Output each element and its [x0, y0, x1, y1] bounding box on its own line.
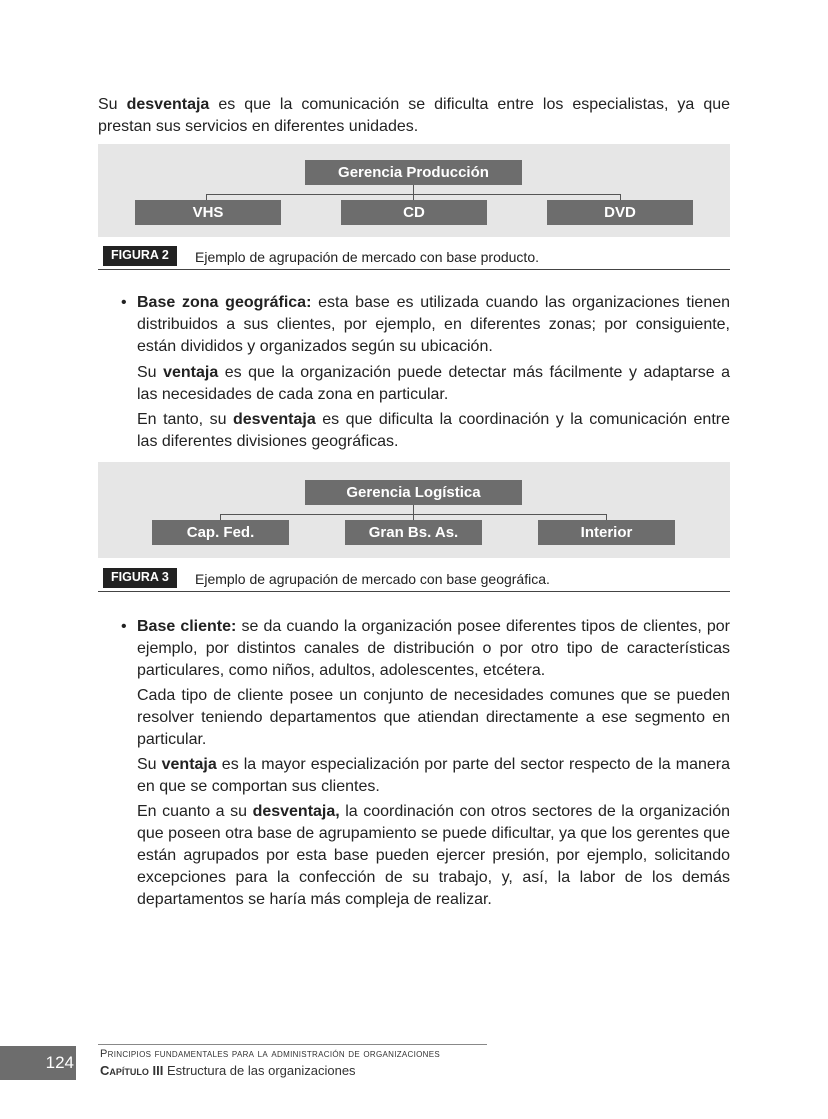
org-box-child: Interior: [538, 520, 675, 545]
figure-3-diagram: [98, 462, 730, 558]
bullet: •: [121, 618, 127, 635]
intro-paragraph: Su desventaja es que la comunicación se dificulta entre los especialistas, ya que prestan sus servicios en diferentes unidades.: [98, 96, 731, 135]
caption-text: Ejemplo de agrupación de mercado con base geográfica.: [195, 571, 550, 587]
client-paragraph-3: Su ventaja es la mayor especialización por parte del sector respecto de la manera en que se comportan sus clientes.: [137, 756, 731, 795]
client-paragraph-4: En cuanto a su desventaja, la coordinación con otros sectores de la organización que poseen otra base de agrupamiento se puede dificultar, ya que los gerentes que están agrupados por esta base pueden ejercer presión, por ejemplo, solicitando excepciones para la confección de su trabajo, y, así, la labor de los demás departamentos se haría más compleja de realizar.: [137, 803, 731, 908]
figure-2-diagram: [98, 144, 730, 237]
book-title: Principios fundamentales para la administración de organizaciones: [100, 1048, 441, 1060]
geo-paragraph-2: Su ventaja es que la organización puede detectar más fácilmente y adaptarse a las necesidades de cada zona en particular.: [137, 364, 731, 403]
org-box-child: Cap. Fed.: [152, 520, 289, 545]
org-box-child: CD: [341, 200, 487, 225]
org-box-top: Gerencia Logística: [305, 480, 522, 505]
geo-paragraph-1: Base zona geográfica: esta base es utilizada cuando las organizaciones tienen distribuidos a sus clientes, por ejemplo, en diferentes zonas; por consiguiente, están divididos y organizados según su ubicación.: [137, 294, 731, 355]
geo-paragraph-3: En tanto, su desventaja es que dificulta la coordinación y la comunicación entre las diferentes divisiones geográficas.: [137, 411, 730, 450]
figure-label: FIGURA 3: [103, 568, 177, 588]
client-paragraph-1: Base cliente: se da cuando la organización posee diferentes tipos de clientes, por ejemplo, por distintos canales de distribución o por otro tipo de características particulares, como niños, adultos, adolescentes, etcétera.: [137, 618, 730, 679]
org-box-child: VHS: [135, 200, 281, 225]
org-box-child: DVD: [547, 200, 693, 225]
bullet: •: [121, 294, 127, 311]
org-box-child: Gran Bs. As.: [345, 520, 482, 545]
figure-2-caption: [98, 243, 730, 270]
chapter-title: Capítulo III Estructura de las organizaciones: [100, 1063, 356, 1078]
page-number: 124: [45, 1053, 74, 1072]
figure-label: FIGURA 2: [103, 246, 177, 266]
client-paragraph-2: Cada tipo de cliente posee un conjunto de necesidades comunes que se pueden resolver teniendo departamentos que atiendan directamente a ese segmento en particular.: [137, 687, 730, 748]
caption-text: Ejemplo de agrupación de mercado con base producto.: [195, 249, 539, 265]
footer-divider: [98, 1044, 487, 1045]
org-box-top: Gerencia Producción: [305, 160, 522, 185]
figure-3-caption: [98, 565, 730, 592]
